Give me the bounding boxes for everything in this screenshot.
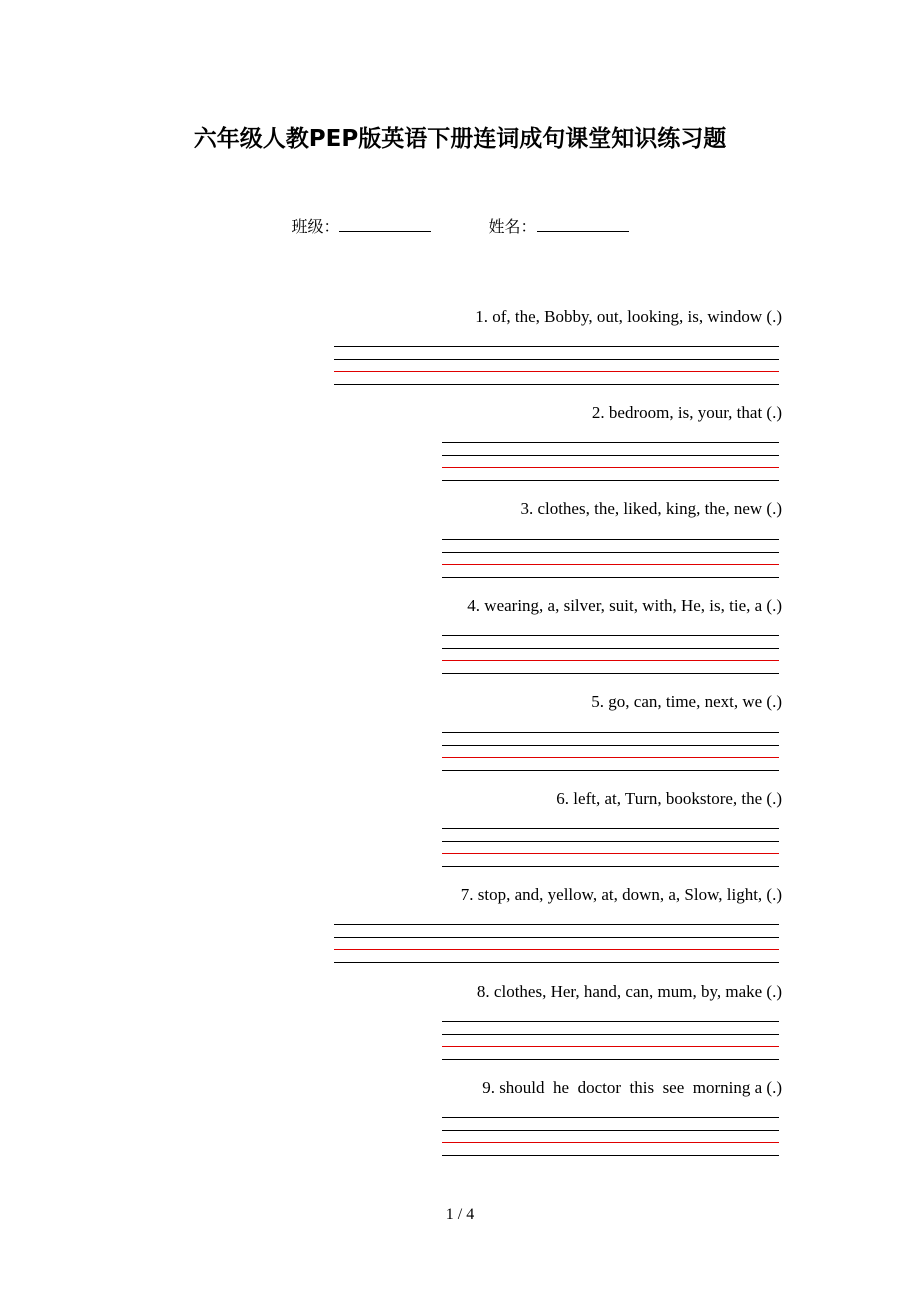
writing-line [334, 962, 779, 963]
question-4: 4. wearing, a, silver, suit, with, He, is, tie, a (.) [467, 596, 782, 615]
answer-lines-8[interactable] [442, 1021, 779, 1061]
writing-line [442, 673, 779, 674]
writing-line [442, 828, 779, 829]
writing-line [442, 1059, 779, 1060]
writing-line-red [442, 1046, 779, 1047]
writing-line-red [442, 1142, 779, 1143]
writing-line-red [334, 949, 779, 950]
writing-line [442, 745, 779, 746]
answer-lines-9[interactable] [442, 1117, 779, 1157]
page-number: 1 / 4 [445, 1206, 475, 1223]
writing-line-red [442, 853, 779, 854]
question-2: 2. bedroom, is, your, that (.) [591, 403, 782, 422]
answer-lines-4[interactable] [442, 635, 779, 675]
question-1: 1. of, the, Bobby, out, looking, is, window (.) [475, 307, 782, 326]
writing-line [442, 635, 779, 636]
answer-lines-2[interactable] [442, 442, 779, 482]
writing-line [442, 841, 779, 842]
writing-line [442, 1130, 779, 1131]
writing-line-red [442, 467, 779, 468]
writing-line [442, 577, 779, 578]
writing-line [334, 937, 779, 938]
class-field [291, 214, 431, 237]
student-info [0, 214, 920, 237]
writing-line-red [334, 371, 779, 372]
name-field [489, 214, 629, 237]
question-8: 8. clothes, Her, hand, can, mum, by, make (.) [476, 982, 782, 1001]
writing-line [442, 732, 779, 733]
writing-line [334, 359, 779, 360]
writing-line [442, 770, 779, 771]
answer-lines-3[interactable] [442, 539, 779, 579]
writing-line [334, 346, 779, 347]
writing-line [442, 552, 779, 553]
question-7: 7. stop, and, yellow, at, down, a, Slow, light, (.) [460, 885, 782, 904]
answer-lines-6[interactable] [442, 828, 779, 868]
writing-line-red [442, 564, 779, 565]
writing-line [334, 384, 779, 385]
writing-line [442, 1034, 779, 1035]
page-title: 六年级人教PEP版英语下册连词成句课堂知识练习题 [193, 126, 727, 152]
name-blank[interactable] [537, 217, 629, 232]
writing-line [442, 480, 779, 481]
writing-line [442, 648, 779, 649]
question-6: 6. left, at, Turn, bookstore, the (.) [556, 789, 782, 808]
writing-line [442, 1155, 779, 1156]
writing-line [442, 866, 779, 867]
answer-lines-1[interactable] [334, 346, 779, 386]
answer-lines-7[interactable] [334, 924, 779, 964]
question-3: 3. clothes, the, liked, king, the, new (.) [520, 499, 782, 518]
name-label: 姓名： [488, 217, 537, 236]
class-blank[interactable] [339, 217, 431, 232]
writing-line [442, 1021, 779, 1022]
writing-line [442, 1117, 779, 1118]
writing-line [442, 442, 779, 443]
class-label: 班级： [291, 217, 340, 236]
question-5: 5. go, can, time, next, we (.) [591, 692, 782, 711]
writing-line-red [442, 757, 779, 758]
answer-lines-5[interactable] [442, 732, 779, 772]
writing-line [442, 539, 779, 540]
writing-line [442, 455, 779, 456]
writing-line [334, 924, 779, 925]
question-9: 9. should he doctor this see morning a (.) [482, 1078, 782, 1097]
writing-line-red [442, 660, 779, 661]
